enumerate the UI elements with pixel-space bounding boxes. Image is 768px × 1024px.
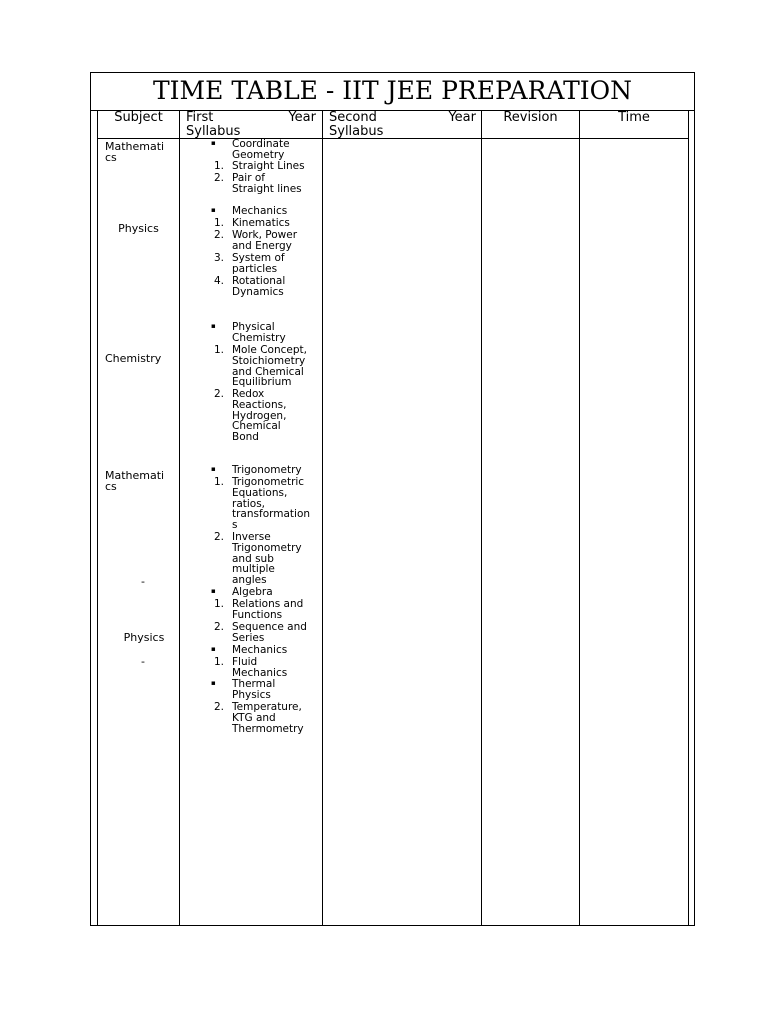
bullet-icon: ▪ — [211, 587, 216, 595]
syllabus-line: Equations, — [232, 486, 288, 499]
syllabus-item — [211, 321, 318, 344]
bullet-icon: ▪ — [211, 139, 216, 147]
bullet-icon: ▪ — [211, 206, 216, 214]
syllabus-line: Mechanics — [232, 644, 288, 656]
subject-line: Chemistry — [105, 352, 162, 365]
column-divider — [481, 110, 482, 925]
header-first-word: First — [186, 110, 214, 125]
syllabus-item — [213, 531, 318, 587]
syllabus-line: Trigonometry — [232, 464, 302, 476]
syllabus-line: transformation — [232, 508, 311, 521]
syllabus-item — [213, 160, 318, 172]
subject-cell — [105, 353, 161, 364]
syllabus-line: Equilibrium — [232, 376, 292, 389]
header-time-label: Time — [618, 110, 650, 125]
syllabus-item — [213, 621, 318, 644]
subject-line: Physics — [118, 222, 159, 235]
subject-cell — [98, 576, 188, 587]
header-revision-label: Revision — [503, 110, 558, 125]
syllabus-line: Pair of — [232, 172, 265, 184]
syllabus-line: ratios, — [232, 497, 266, 510]
syllabus-item — [213, 217, 318, 229]
syllabus-line: Trigonometric — [232, 476, 305, 488]
column-divider — [579, 110, 580, 925]
item-number: 2. — [213, 229, 224, 241]
syllabus-item — [211, 138, 318, 161]
syllabus-line: Thermometry — [232, 722, 304, 735]
syllabus-item — [213, 344, 318, 389]
item-number: 1. — [213, 344, 224, 356]
syllabus-line: Mole Concept, — [232, 344, 307, 356]
syllabus-line: Kinematics — [232, 217, 290, 229]
header-first-syllabus: Syllabus — [186, 124, 241, 139]
subject-cell — [105, 141, 164, 163]
syllabus-line: Redox — [232, 388, 265, 400]
syllabus-line: Stoichiometry — [232, 354, 306, 367]
syllabus-item — [213, 598, 318, 621]
header-first-year-word: Year — [288, 110, 316, 125]
syllabus-line: Rotational — [232, 275, 286, 287]
syllabus-line: Sequence and — [232, 621, 307, 633]
syllabus-line: Dynamics — [232, 285, 284, 298]
syllabus-item — [213, 252, 318, 275]
subject-cell — [98, 656, 188, 667]
header-revision — [482, 110, 579, 139]
item-number: 1. — [213, 656, 224, 668]
item-number: 2. — [213, 531, 224, 543]
syllabus-line: Inverse — [232, 531, 271, 543]
syllabus-line: Functions — [232, 608, 283, 621]
syllabus-item — [213, 275, 318, 298]
syllabus-line: Geometry — [232, 148, 285, 161]
header-second-word: Second — [329, 110, 377, 125]
syllabus-line: Coordinate — [232, 138, 290, 150]
header-second-syllabus: Syllabus — [329, 124, 384, 139]
item-number: 1. — [213, 476, 224, 488]
bullet-icon: ▪ — [211, 645, 216, 653]
syllabus-item — [213, 701, 318, 735]
syllabus-line: Bond — [232, 431, 259, 444]
item-number: 2. — [213, 701, 224, 713]
subject-cell — [98, 223, 179, 234]
item-number: 1. — [213, 217, 224, 229]
syllabus-item — [211, 464, 318, 476]
bullet-icon: ▪ — [211, 465, 216, 473]
syllabus-line: Physics — [232, 688, 271, 701]
subject-line: Mathemati — [105, 140, 165, 153]
syllabus-item — [213, 172, 318, 195]
syllabus-line: particles — [232, 262, 278, 275]
timetable — [90, 72, 695, 926]
syllabus-line: Trigonometry — [232, 541, 302, 554]
syllabus-line: Reactions, — [232, 398, 287, 411]
header-second-year — [329, 110, 476, 139]
syllabus-line: and Energy — [232, 239, 292, 252]
syllabus-item — [213, 656, 318, 679]
syllabus-item — [213, 229, 318, 252]
syllabus-line: s — [232, 519, 238, 532]
item-number: 3. — [213, 252, 224, 264]
subject-line: cs — [105, 480, 117, 493]
subject-line: Mathemati — [105, 469, 165, 482]
subject-line: - — [141, 575, 145, 588]
column-divider — [179, 110, 180, 925]
syllabus-item — [213, 476, 318, 532]
header-subject — [98, 110, 179, 139]
header-time — [580, 110, 688, 139]
syllabus-line: Hydrogen, — [232, 409, 287, 422]
syllabus-line: Chemical — [232, 420, 281, 433]
bullet-icon: ▪ — [211, 322, 216, 330]
syllabus-item — [211, 678, 318, 701]
syllabus-line: Temperature, — [232, 701, 302, 713]
item-number: 1. — [213, 160, 224, 172]
syllabus-line: Straight Lines — [232, 160, 305, 172]
syllabus-line: System of — [232, 252, 285, 264]
syllabus-line: Relations and — [232, 598, 304, 610]
syllabus-line: multiple — [232, 563, 275, 576]
subject-line: Physics — [123, 631, 165, 644]
item-number: 1. — [213, 598, 224, 610]
syllabus-item — [211, 586, 318, 598]
syllabus-line: angles — [232, 574, 267, 587]
subject-cell — [105, 470, 164, 492]
syllabus-line: Mechanics — [232, 666, 288, 679]
syllabus-line: Physical — [232, 321, 275, 333]
syllabus-line: Algebra — [232, 586, 273, 598]
syllabus-line: Straight lines — [232, 182, 302, 195]
syllabus-line: Mechanics — [232, 205, 288, 217]
item-number: 2. — [213, 621, 224, 633]
bullet-icon: ▪ — [211, 679, 216, 687]
header-first-year — [186, 110, 316, 139]
syllabus-item — [211, 644, 318, 656]
header-second-year-word: Year — [448, 110, 476, 125]
page-title: TIME TABLE - IIT JEE PREPARATION — [91, 73, 694, 111]
subject-line: cs — [105, 151, 117, 164]
item-number: 2. — [213, 388, 224, 400]
column-divider — [688, 110, 689, 925]
syllabus-item — [213, 388, 318, 444]
syllabus-line: Work, Power — [232, 229, 298, 241]
syllabus-line: KTG and — [232, 711, 276, 724]
syllabus-line: Series — [232, 631, 265, 644]
syllabus-line: and Chemical — [232, 365, 304, 378]
subject-cell — [98, 632, 190, 643]
item-number: 2. — [213, 172, 224, 184]
syllabus-line: Fluid — [232, 656, 258, 668]
header-subject-label: Subject — [114, 110, 163, 125]
syllabus-line: Thermal — [232, 678, 276, 690]
syllabus-item — [211, 205, 318, 217]
syllabus-line: and sub — [232, 552, 274, 565]
item-number: 4. — [213, 275, 224, 287]
column-divider — [322, 110, 323, 925]
syllabus-line: Chemistry — [232, 331, 286, 344]
subject-line: - — [141, 655, 145, 668]
